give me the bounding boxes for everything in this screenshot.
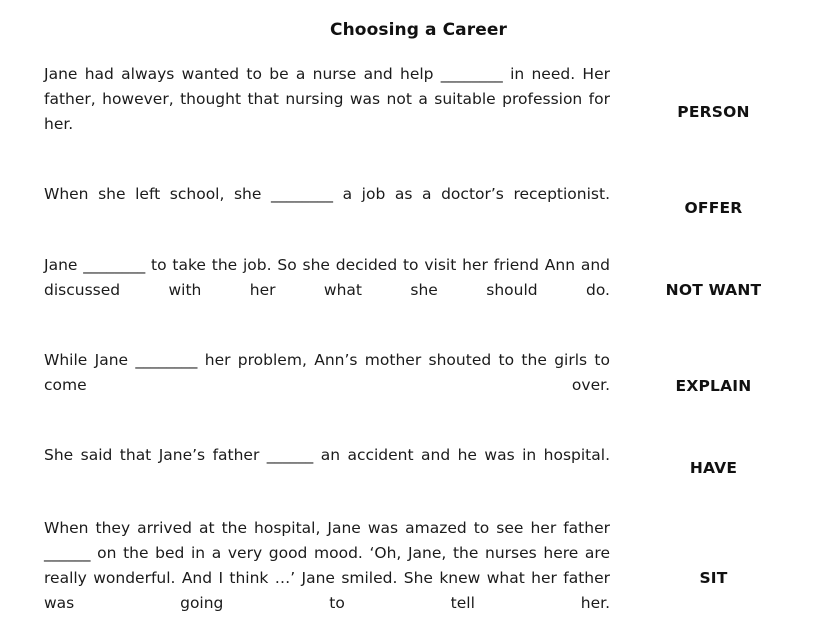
page-title: Choosing a Career <box>330 20 507 40</box>
exercise-sentence: She said that Jane’s father ______ an accident and he was in hospital. <box>44 446 610 465</box>
exercise-item <box>22 443 815 493</box>
exercise-item <box>22 253 815 328</box>
exercise-cue-word: SIT <box>699 569 728 588</box>
exercise-sentence: While Jane ________ her problem, Ann’s mother shouted to the girls to come over. <box>44 350 610 395</box>
exercise-item <box>22 62 815 162</box>
exercise-cue-word: PERSON <box>677 103 750 122</box>
exercise-sentence: Jane ________ to take the job. So she decided to visit her friend Ann and discussed with her what she should do. <box>44 255 610 299</box>
exercise-cue-word: OFFER <box>684 198 743 217</box>
exercise-item <box>22 348 815 423</box>
exercise-sentence: When they arrived at the hospital, Jane was amazed to see her father ______ on the bed in a very good mood. ‘Oh, Jane, the nurses here are really wonderful. And I think …’ Jane smiled. She knew what her father was going to tell her. <box>44 518 610 612</box>
exercise-item <box>22 516 815 641</box>
exercise-item <box>22 182 815 232</box>
exercise-cue-word: HAVE <box>689 459 738 478</box>
exercise-list <box>22 62 815 641</box>
exercise-sentence: When she left school, she ________ a job as a doctor’s receptionist. <box>44 185 610 204</box>
exercise-sentence: Jane had always wanted to be a nurse and help ________ in need. Her father, however, thought that nursing was not a suitable profession for her. <box>44 65 610 134</box>
exercise-cue-word: NOT WANT <box>665 281 762 300</box>
exercise-cue-word: EXPLAIN <box>675 376 752 395</box>
